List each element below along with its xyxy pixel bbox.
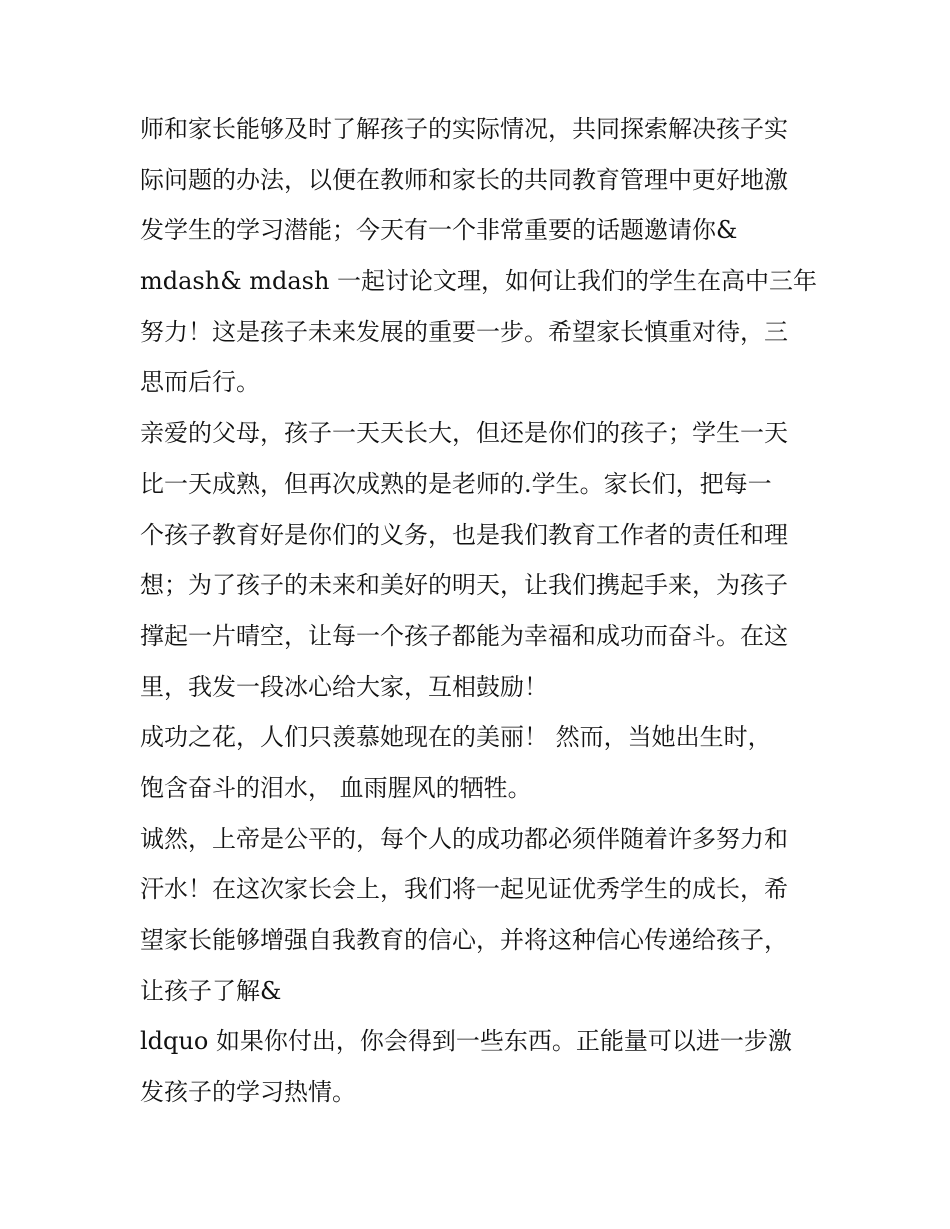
text-line: 撑起一片晴空，让每一个孩子都能为幸福和成功而奋斗。在这: [140, 621, 788, 650]
text-line: 个孩子教育好是你们的义务，也是我们教育工作者的责任和理: [140, 520, 788, 549]
text-line: 际问题的办法，以便在教师和家长的共同教育管理中更好地激: [140, 165, 788, 194]
text-line: 师和家长能够及时了解孩子的实际情况，共同探索解决孩子实: [140, 115, 788, 143]
text-line: ldquo 如果你付出，你会得到一些东西。正能量可以进一步激: [140, 1027, 792, 1056]
text-line: 想；为了孩子的未来和美好的明天，让我们携起手来，为孩子: [140, 571, 788, 600]
text-line: 思而后行。: [140, 368, 260, 397]
text-line: 发学生的学习潜能；今天有一个非常重要的话题邀请你&: [140, 216, 738, 245]
text-line: 诚然，上帝是公平的，每个人的成功都必须伴随着许多努力和: [140, 824, 788, 853]
text-line: 努力！这是孩子未来发展的重要一步。希望家长慎重对待，三: [140, 317, 788, 346]
text-line: 里，我发一段冰心给大家，互相鼓励！: [140, 672, 548, 701]
text-line: 望家长能够增强自我教育的信心，并将这种信心传递给孩子，: [140, 926, 788, 954]
text-line: 饱含奋斗的泪水， 血雨腥风的牺牲。: [140, 773, 532, 802]
text-line: 让孩子了解&: [140, 976, 282, 1005]
text-line: 亲爱的父母，孩子一天天长大，但还是你们的孩子；学生一天: [140, 419, 788, 448]
text-line: 成功之花，人们只羡慕她现在的美丽！ 然而，当她出生时，: [140, 723, 772, 752]
text-line: 汗水！在这次家长会上，我们将一起见证优秀学生的成长，希: [140, 875, 788, 904]
text-line: 发孩子的学习热情。: [140, 1078, 356, 1107]
text-line: 比一天成熟，但再次成熟的是老师的.学生。家长们，把每一: [140, 469, 772, 498]
text-line: mdash& mdash 一起讨论文理，如何让我们的学生在高中三年: [140, 267, 818, 296]
document-body: [140, 104, 820, 1118]
